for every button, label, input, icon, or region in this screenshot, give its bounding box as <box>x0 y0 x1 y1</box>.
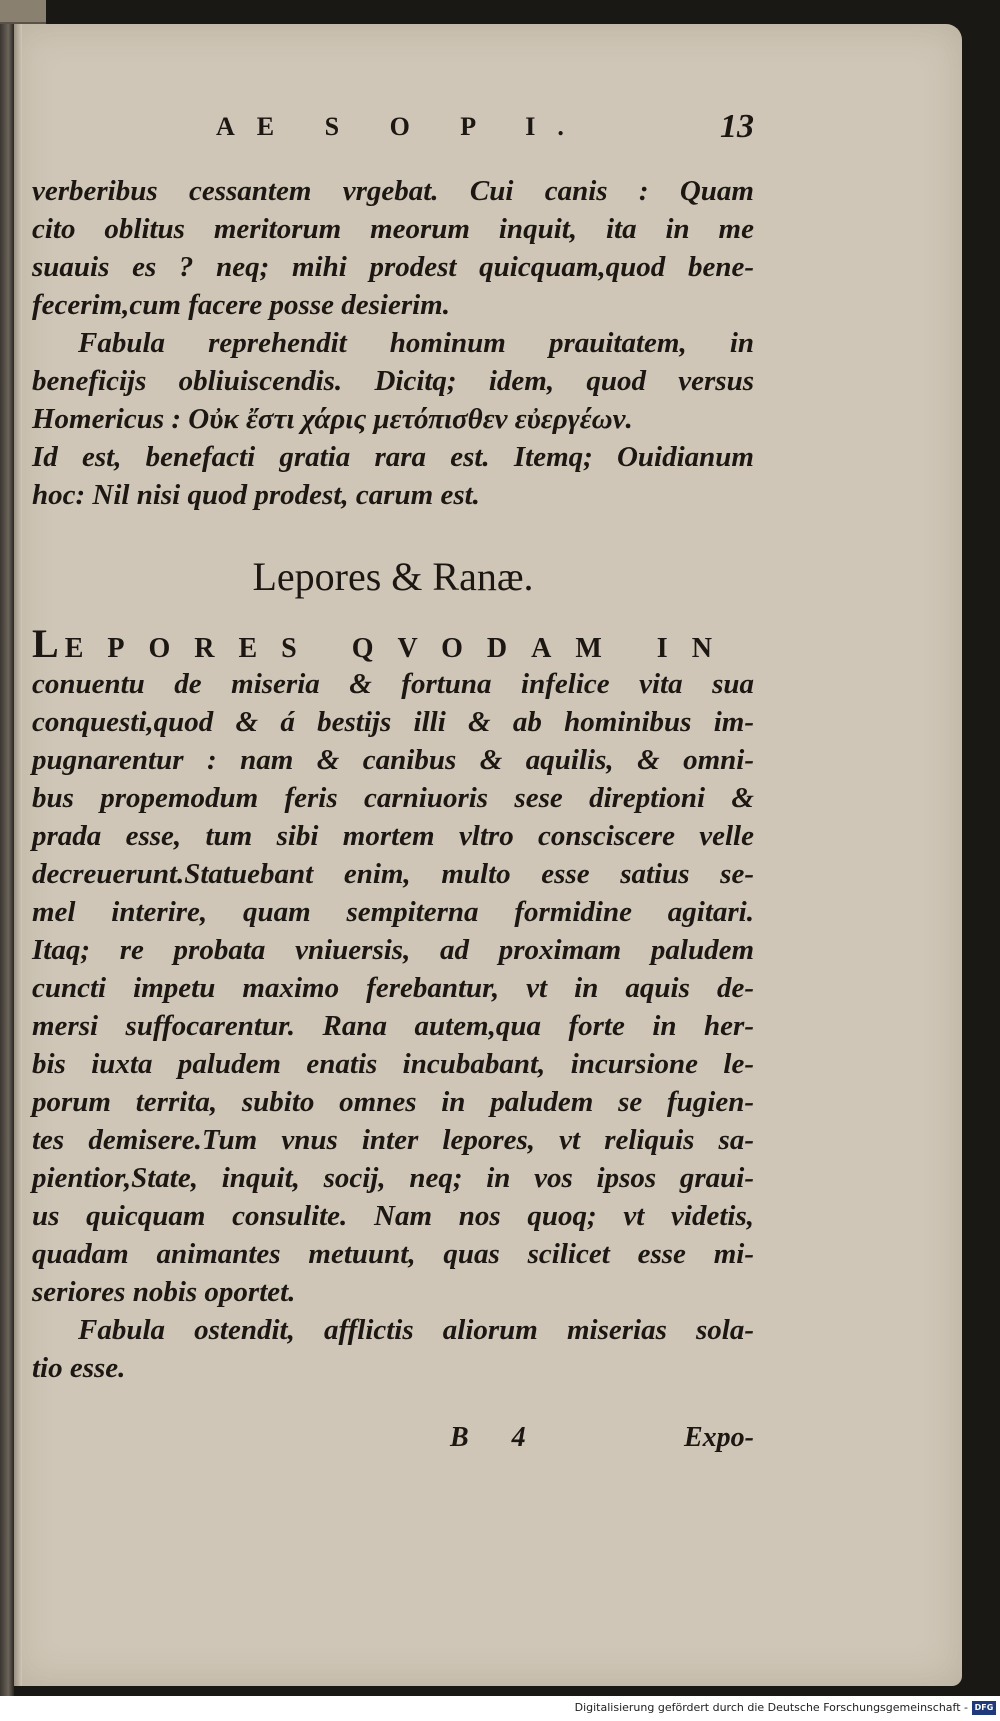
opening-text: EPORES QVODAM IN <box>64 633 736 664</box>
opening-line <box>32 620 754 666</box>
text-line: decreuerunt.Statuebant enim, multo esse satius se- <box>32 858 754 890</box>
text-line: Id est, benefacti gratia rara est. Itemq; Ouidianum <box>32 441 754 473</box>
text-line: beneficijs obliuiscendis. Dicitq; idem, quod versus <box>32 365 754 397</box>
text-line: bis iuxta paludem enatis incubabant, incursione le- <box>32 1048 754 1080</box>
spine-corner <box>0 0 46 24</box>
text-line: mel interire, quam sempiterna formidine agitari. <box>32 896 754 928</box>
text-line: conquesti,quod & á bestijs illi & ab hominibus im- <box>32 706 754 738</box>
text-line: bus propemodum feris carniuoris sese direptioni & <box>32 782 754 814</box>
text-line-greek: Homericus : Οὐκ ἔστι χάρις μετόπισθεν εὐεργέων. <box>32 403 633 435</box>
text-line: seriores nobis oportet. <box>32 1276 296 1308</box>
text-line: tio esse. <box>32 1352 126 1384</box>
catchword: Expo- <box>684 1422 754 1453</box>
text-line: mersi suffocarentur. Rana autem,qua forte in her- <box>32 1010 754 1042</box>
text-line: quadam animantes metuunt, quas scilicet esse mi- <box>32 1238 754 1270</box>
book-spine <box>0 0 14 1721</box>
credit-text: Digitalisierung gefördert durch die Deutsche Forschungsgemeinschaft - <box>574 1701 968 1714</box>
drop-capital: L <box>32 621 65 666</box>
signature-mark: B 4 <box>450 1422 544 1453</box>
section-title: Lepores & Ranæ. <box>252 554 534 599</box>
text-line: pugnarentur : nam & canibus & aquilis, & omni- <box>32 744 754 776</box>
running-header <box>32 108 754 154</box>
text-line: cito oblitus meritorum meorum inquit, ita in me <box>32 213 754 245</box>
running-title: AE S O P I. <box>216 112 586 141</box>
text-line: Fabula reprehendit hominum prauitatem, in <box>78 327 754 359</box>
text-line: Itaq; re probata vniuersis, ad proximam paludem <box>32 934 754 966</box>
text-line: conuentu de miseria & fortuna infelice vita sua <box>32 668 754 700</box>
text-line: verberibus cessantem vrgebat. Cui canis : Quam <box>32 175 754 207</box>
text-line: tes demisere.Tum vnus inter lepores, vt reliquis sa- <box>32 1124 754 1156</box>
text-line: fecerim,cum facere posse desierim. <box>32 289 450 321</box>
credit-bar <box>0 1696 1000 1721</box>
text-line: suauis es ? neq; mihi prodest quicquam,quod bene- <box>32 251 754 283</box>
text-line: Fabula ostendit, afflictis aliorum miserias sola- <box>78 1314 754 1346</box>
text-line: porum territa, subito omnes in paludem se fugien- <box>32 1086 754 1118</box>
text-line: us quicquam consulite. Nam nos quoq; vt videtis, <box>32 1200 754 1232</box>
page-number: 13 <box>720 108 754 145</box>
text-line: hoc: Nil nisi quod prodest, carum est. <box>32 479 480 511</box>
page-footer <box>32 1422 754 1462</box>
text-line: pientior,State, inquit, socij, neq; in vos ipsos graui- <box>32 1162 754 1194</box>
text-line: prada esse, tum sibi mortem vltro consciscere velle <box>32 820 754 852</box>
page-gutter-shadow <box>14 24 22 1686</box>
text-line: cuncti impetu maximo ferebantur, vt in aquis de- <box>32 972 754 1004</box>
dfg-logo: DFG <box>972 1701 996 1715</box>
